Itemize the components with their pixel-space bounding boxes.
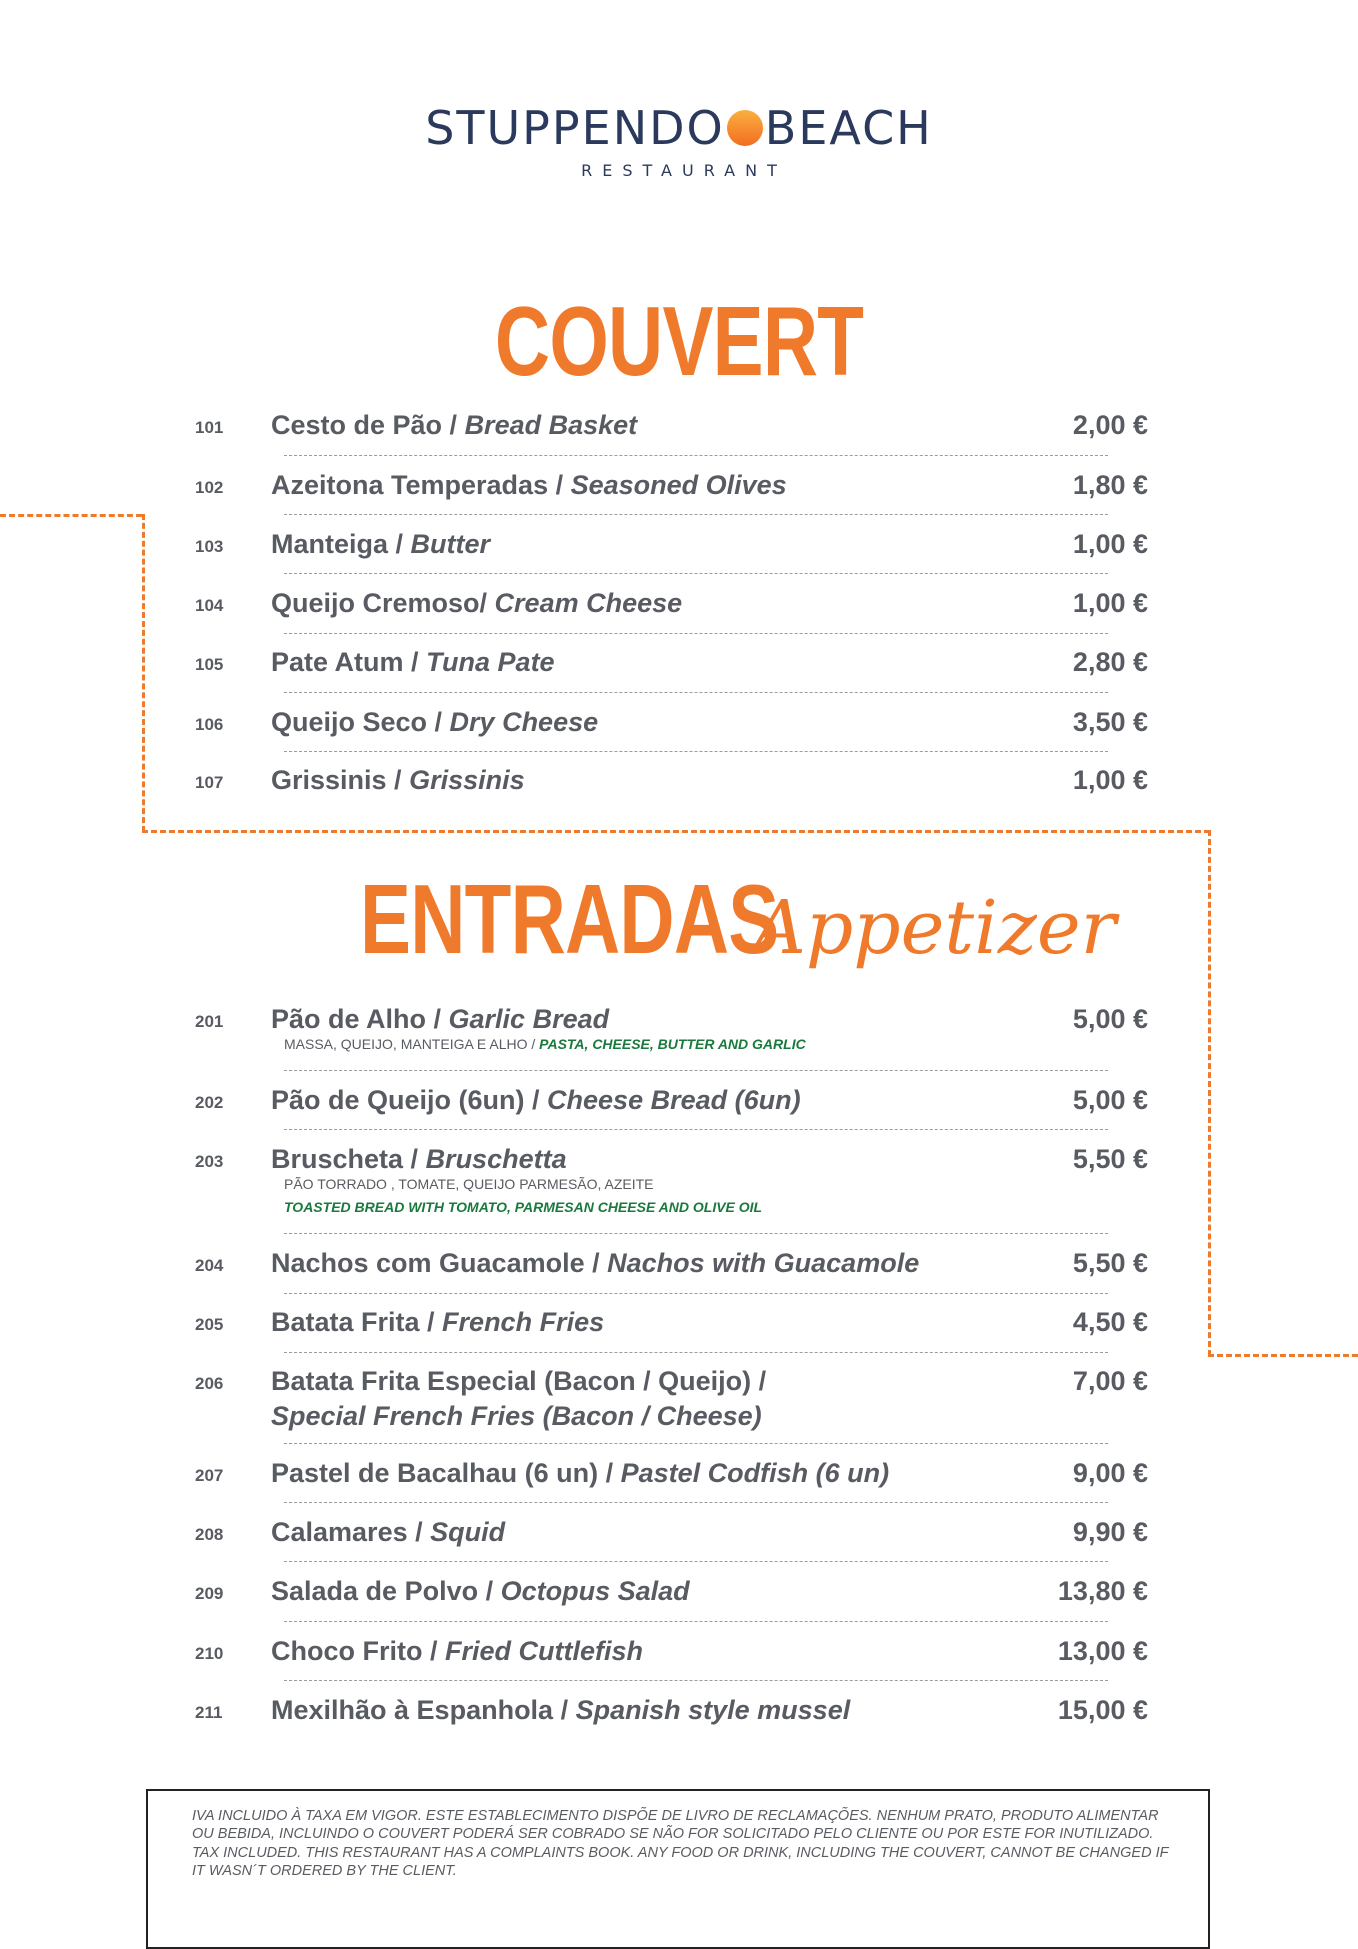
item-name-en: Bruschetta [425,1144,567,1174]
item-name [271,1085,801,1116]
item-price: 13,00 € [1057,1636,1148,1666]
item-number: 205 [195,1315,224,1334]
item-name-pt: Nachos com Guacamole / [271,1248,608,1278]
item-price: 15,00 € [1057,1695,1148,1725]
item-name-pt: Calamares / [271,1517,431,1547]
item-name [271,410,637,441]
item-name [271,1517,505,1548]
item-price: 1,00 € [1072,529,1148,559]
item-name-en: Grissinis [409,765,525,795]
item-number: 105 [195,655,224,674]
logo-subtitle: RESTAURANT [581,161,787,180]
item-name-pt: Pate Atum / [271,647,427,677]
footer-notice-box [146,1789,1210,1949]
item-number: 202 [195,1093,224,1112]
item-separator [284,1352,1108,1353]
item-name [271,765,525,796]
logo-brand-left: STUPPENDO [425,101,725,155]
item-number: 102 [195,478,224,497]
item-name-pt: Choco Frito / [271,1636,445,1666]
logo-brand-right: BEACH [764,101,933,155]
item-name-en: Bread Basket [464,410,638,440]
item-separator [284,1129,1108,1130]
item-name-en: Garlic Bread [448,1004,610,1034]
item-price: 5,50 € [1072,1248,1148,1278]
decorative-dashed-line [0,514,142,517]
item-name-pt: Grissinis / [271,765,410,795]
item-name-pt: Mexilhão à Espanhola / [271,1695,576,1725]
item-description-pt: MASSA, QUEIJO, MANTEIGA E ALHO / [284,1036,540,1052]
item-name-en: Fried Cuttlefish [444,1636,643,1666]
item-name-pt: Manteiga / [271,529,411,559]
item-name-en: Special French Fries (Bacon / Cheese) [271,1401,762,1431]
item-name-en: Cheese Bread (6un) [547,1085,801,1115]
item-price: 1,00 € [1072,588,1148,618]
item-number: 101 [195,418,224,437]
entradas-heading [0,864,1358,974]
restaurant-logo [0,101,1358,180]
item-number: 203 [195,1152,224,1171]
item-name-pt: Batata Frita Especial (Bacon / Queijo) / [271,1366,767,1396]
item-number: 103 [195,537,224,556]
item-name-pt: Bruscheta / [271,1144,426,1174]
item-name-en: Octopus Salad [500,1576,690,1606]
item-number: 107 [195,773,224,792]
item-name [271,647,555,678]
item-description-en: TOASTED BREAD WITH TOMATO, PARMESAN CHEESE AND OLIVE OIL [284,1199,763,1215]
item-separator [284,1293,1108,1294]
item-price: 1,80 € [1072,470,1148,500]
entradas-title: ENTRADAS [360,864,779,974]
item-price: 5,00 € [1072,1085,1148,1115]
item-name [271,707,598,738]
item-name-en: Dry Cheese [449,707,599,737]
item-separator [284,1561,1108,1562]
item-name [271,1248,919,1279]
item-name [271,588,682,619]
item-name [271,1366,766,1432]
item-separator [284,573,1108,574]
item-name-pt: Cesto de Pão / [271,410,465,440]
item-price: 5,00 € [1072,1004,1148,1034]
item-separator [284,1502,1108,1503]
logo-wordmark [425,101,933,155]
item-number: 207 [195,1466,224,1485]
item-name [271,1695,850,1726]
item-name-en: Nachos with Guacamole [607,1248,920,1278]
item-name [271,1636,643,1667]
decorative-dashed-line [142,830,1210,833]
item-name [271,1004,609,1035]
item-separator [284,1443,1108,1444]
item-name-en: Seasoned Olives [570,470,787,500]
couvert-heading [0,286,1358,396]
item-name-en: Pastel Codfish (6 un) [620,1458,890,1488]
item-separator [284,1680,1108,1681]
item-price: 9,00 € [1072,1458,1148,1488]
item-description [284,1036,806,1052]
item-name-pt: Pastel de Bacalhau (6 un) / [271,1458,621,1488]
item-name [271,1307,604,1338]
item-separator [284,514,1108,515]
item-name [271,470,787,501]
item-name-en: Cream Cheese [494,588,683,618]
item-price: 13,80 € [1057,1576,1148,1606]
item-number: 208 [195,1525,224,1544]
item-price: 9,90 € [1072,1517,1148,1547]
couvert-title: COUVERT [494,286,864,396]
item-description-en: PASTA, CHEESE, BUTTER AND GARLIC [539,1036,806,1052]
item-name-en: Squid [430,1517,506,1547]
item-name-pt: Azeitona Temperadas / [271,470,571,500]
item-name-pt: Queijo Cremoso/ [271,588,495,618]
item-name-en: Tuna Pate [426,647,555,677]
item-price: 7,00 € [1072,1366,1148,1396]
item-name-pt: Pão de Queijo (6un) / [271,1085,548,1115]
sun-icon [727,110,763,146]
item-name-en: Spanish style mussel [575,1695,851,1725]
item-number: 209 [195,1584,224,1603]
item-separator [284,1233,1108,1234]
item-separator [284,633,1108,634]
item-price: 2,80 € [1072,647,1148,677]
footer-notice-text: IVA INCLUIDO À TAXA EM VIGOR. ESTE ESTABLECIMENTO DISPÕE DE LIVRO DE RECLAMAÇÕES. NENHUM PRATO, PRODUTO ALIMENTAR OU BEBIDA, INCLUINDO O COUVERT PODERÁ SER COBRADO SE NÃO FOR SOLICITADO PELO CLIENTE OU POR ESTE FOR INUTILIZADO. TAX INCLUDED. THIS RESTAURANT HAS A COMPLAINTS BOOK. ANY FOOD OR DRINK, INCLUDING THE COUVERT, CANNOT BE CHANGED IF IT WASN´T ORDERED BY THE CLIENT. [192,1808,1169,1880]
item-name [271,1576,690,1607]
item-number: 204 [195,1256,224,1275]
decorative-dashed-line [1208,1354,1358,1357]
item-name-en: French Fries [442,1307,605,1337]
item-separator [284,1621,1108,1622]
item-number: 211 [195,1703,223,1722]
item-price: 4,50 € [1072,1307,1148,1337]
item-price: 1,00 € [1072,765,1148,795]
item-price: 5,50 € [1072,1144,1148,1174]
item-number: 210 [195,1644,224,1663]
item-name-en: Butter [410,529,491,559]
item-description-pt: PÃO TORRADO , TOMATE, QUEIJO PARMESÃO, AZEITE [284,1176,654,1192]
item-separator [284,692,1108,693]
decorative-dashed-line [142,514,145,832]
item-separator [284,455,1108,456]
item-number: 206 [195,1374,224,1393]
item-name [271,1144,567,1175]
item-number: 201 [195,1012,224,1031]
item-separator [284,1070,1108,1071]
item-number: 106 [195,715,224,734]
item-name-pt: Pão de Alho / [271,1004,449,1034]
item-number: 104 [195,596,224,615]
item-name [271,529,490,560]
item-separator [284,751,1108,752]
item-name [271,1458,889,1489]
item-name-pt: Batata Frita / [271,1307,443,1337]
item-price: 2,00 € [1072,410,1148,440]
item-name-pt: Queijo Seco / [271,707,450,737]
item-price: 3,50 € [1072,707,1148,737]
item-name-pt: Salada de Polvo / [271,1576,501,1606]
entradas-subtitle: Appetizer [752,885,1116,971]
